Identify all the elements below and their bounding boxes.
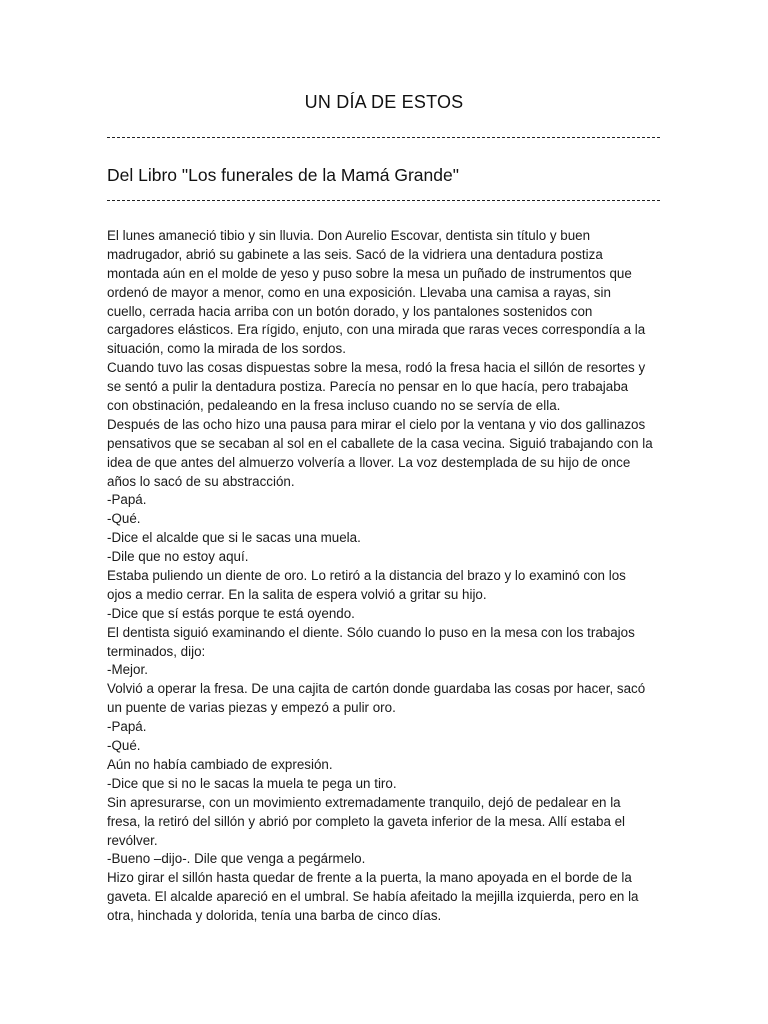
document-title: UN DÍA DE ESTOS xyxy=(304,92,464,112)
body-text-line: montada aún en el molde de yeso y puso sobre la mesa un puñado de instrumentos que xyxy=(107,265,632,281)
body-text-line: Sin apresurarse, con un movimiento extremadamente tranquilo, dejó de pedalear en la xyxy=(107,794,621,810)
body-text-line: fresa, la retiró del sillón y abrió por completo la gaveta inferior de la mesa. Allí estaba el xyxy=(107,813,626,829)
body-text-line: -Qué. xyxy=(107,738,141,754)
body-text-line: Volvió a operar la fresa. De una cajita de cartón donde guardaba las cosas por hacer, sacó xyxy=(107,681,646,697)
body-text-line: ordenó de mayor a menor, como en una exposición. Llevaba una camisa a rayas, sin xyxy=(107,284,611,300)
body-text-line: con obstinación, pedaleando en la fresa incluso cuando no se servía de ella. xyxy=(107,398,561,414)
body-text-line: idea de que antes del almuerzo volvería a llover. La voz destemplada de su hijo de once xyxy=(107,454,631,470)
body-text-line: años lo sacó de su abstracción. xyxy=(107,473,295,489)
story-body-text xyxy=(107,227,667,926)
body-text-line: situación, como la mirada de los sordos. xyxy=(107,341,346,357)
body-text-line: revólver. xyxy=(107,832,158,848)
body-text-line: El dentista siguió examinando el diente. Sólo cuando lo puso en la mesa con los trabajos xyxy=(107,624,635,640)
body-text-line: -Bueno –dijo-. Dile que venga a pegármelo. xyxy=(107,851,366,867)
body-text-line: gaveta. El alcalde apareció en el umbral. Se había afeitado la mejilla izquierda, pero en la xyxy=(107,889,639,905)
body-text-line: -Dice que sí estás porque te está oyendo. xyxy=(107,605,355,621)
body-text-line: pensativos que se secaban al sol en el caballete de la casa vecina. Siguió trabajando con la xyxy=(107,435,653,451)
body-text-line: -Papá. xyxy=(107,719,147,735)
body-text-line: Cuando tuvo las cosas dispuestas sobre la mesa, rodó la fresa hacia el sillón de resortes y xyxy=(107,360,646,376)
body-text-line: se sentó a pulir la dentadura postiza. Parecía no pensar en lo que hacía, pero trabajaba xyxy=(107,379,629,395)
dashed-divider-top xyxy=(107,137,660,138)
body-text-line: cargadores elásticos. Era rígido, enjuto, con una mirada que raras veces correspondía a la xyxy=(107,322,646,338)
body-text-line: El lunes amaneció tibio y sin lluvia. Don Aurelio Escovar, dentista sin título y buen xyxy=(107,228,591,243)
body-text-line: ojos a medio cerrar. En la salita de espera volvió a gritar su hijo. xyxy=(107,586,487,602)
body-text-line: Estaba puliendo un diente de oro. Lo retiró a la distancia del brazo y lo examinó con los xyxy=(107,568,626,584)
body-text-line: -Dice que si no le sacas la muela te pega un tiro. xyxy=(107,775,397,791)
body-text-line: madrugador, abrió su gabinete a las seis. Sacó de la vidriera una dentadura postiza xyxy=(107,246,603,262)
body-text-line: -Papá. xyxy=(107,492,147,508)
body-text-line: terminados, dijo: xyxy=(107,643,206,659)
body-text-line: -Mejor. xyxy=(107,662,148,678)
dashed-divider-bottom xyxy=(107,200,660,201)
body-text-line: -Dice el alcalde que si le sacas una muela. xyxy=(107,530,361,546)
body-text-line: -Qué. xyxy=(107,511,141,527)
body-text-line: Después de las ocho hizo una pausa para mirar el cielo por la ventana y vio dos gallinazos xyxy=(107,416,646,432)
body-text-line: un puente de varias piezas y empezó a pulir oro. xyxy=(107,700,396,716)
body-text-line: -Dile que no estoy aquí. xyxy=(107,549,249,565)
document-subtitle: Del Libro "Los funerales de la Mamá Grande" xyxy=(107,165,459,185)
body-text-line: Hizo girar el sillón hasta quedar de frente a la puerta, la mano apoyada en el borde de la xyxy=(107,870,632,886)
body-text-line: otra, hinchada y dolorida, tenía una barba de cinco días. xyxy=(107,908,442,924)
body-text-line: Aún no había cambiado de expresión. xyxy=(107,756,333,772)
body-text-line: cuello, cerrada hacia arriba con un botón dorado, y los pantalones sostenidos con xyxy=(107,303,593,319)
